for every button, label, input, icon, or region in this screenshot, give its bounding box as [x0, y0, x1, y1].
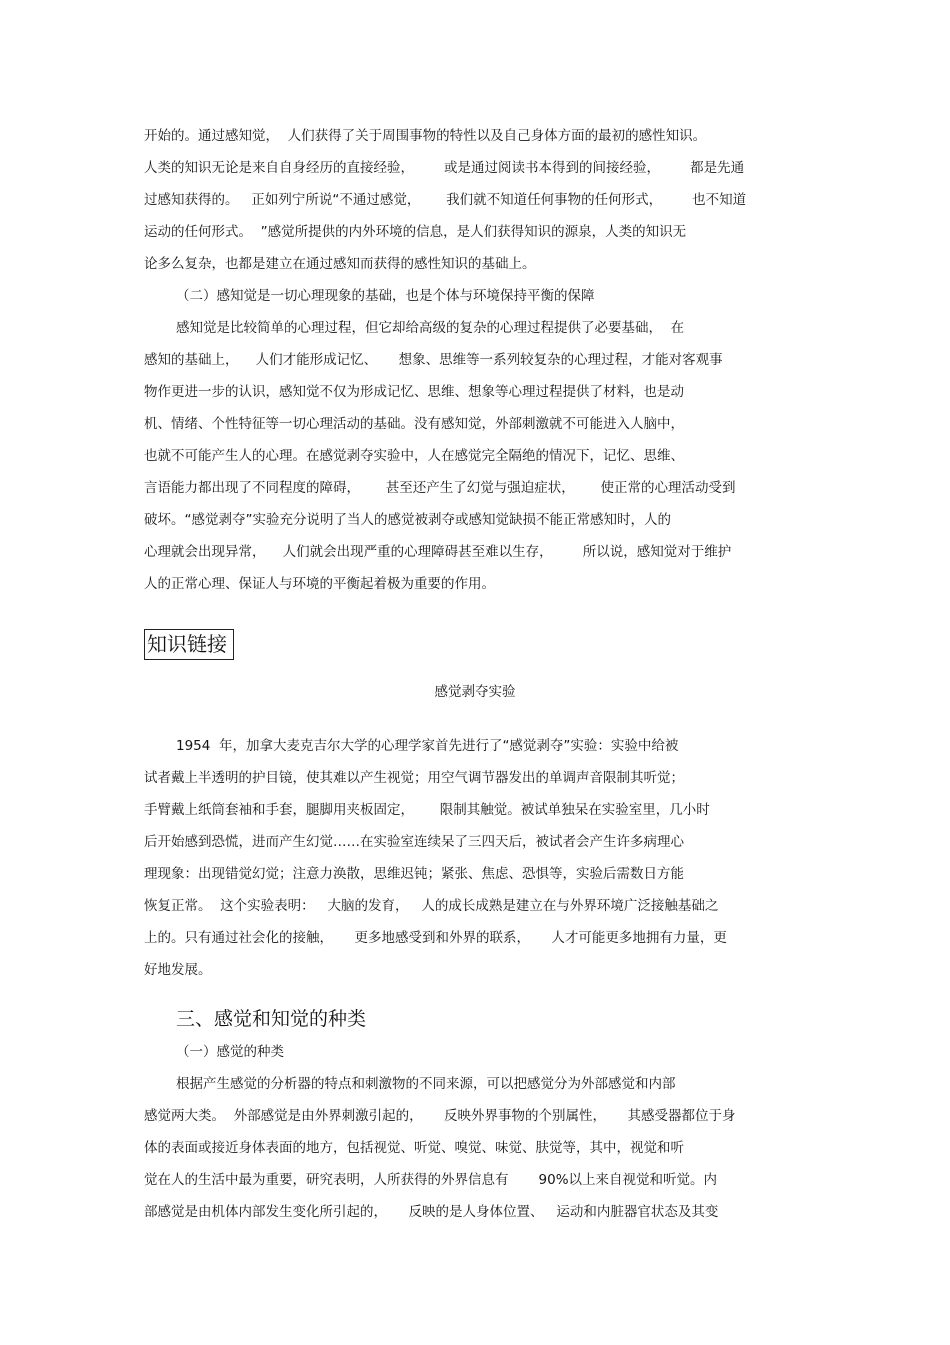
paragraph-line: 手臂戴上纸筒套袖和手套，腿脚用夹板固定， 限制其触觉。被试单独呆在实验室里，几小时	[144, 802, 710, 818]
paragraph-line: 1954 年，加拿大麦克吉尔大学的心理学家首先进行了“感觉剥夺”实验：实验中给被	[176, 738, 679, 754]
paragraph-line: 部感觉是由机体内部发生变化所引起的， 反映的是人身体位置、 运动和内脏器官状态及其变	[144, 1204, 719, 1220]
paragraph-line: 言语能力都出现了不同程度的障碍， 甚至还产生了幻觉与强迫症状， 使正常的心理活动受到	[144, 480, 736, 496]
paragraph-line: 感知的基础上， 人们才能形成记忆、 想象、思维等一系列较复杂的心理过程，才能对客观事	[144, 352, 723, 368]
paragraph-line: 理现象：出现错觉幻觉；注意力涣散，思维迟钝；紧张、焦虑、恐惧等，实验后需数日方能	[144, 866, 684, 882]
paragraph-line: 感知觉是比较简单的心理过程，但它却给高级的复杂的心理过程提供了必要基础， 在	[176, 320, 685, 336]
paragraph-line: 上的。只有通过社会化的接触， 更多地感受到和外界的联系， 人才可能更多地拥有力量，更	[144, 930, 727, 946]
paragraph-line: 过感知获得的。 正如列宁所说“不通过感觉， 我们就不知道任何事物的任何形式， 也不知道	[144, 192, 747, 208]
paragraph-line: 开始的。通过感知觉， 人们获得了关于周围事物的特性以及自己身体方面的最初的感性知识。	[144, 128, 707, 144]
paragraph-line: 人的正常心理、保证人与环境的平衡起着极为重要的作用。	[144, 576, 495, 592]
section-heading: （二）感知觉是一切心理现象的基础，也是个体与环境保持平衡的保障	[176, 288, 595, 304]
knowledge-link-box: 知识链接	[144, 629, 234, 660]
paragraph-line: 体的表面或接近身体表面的地方，包括视觉、听觉、嗅觉、味觉、肤觉等，其中，视觉和听	[144, 1140, 684, 1156]
paragraph-line: 运动的任何形式。 ”感觉所提供的内外环境的信息，是人们获得知识的源泉，人类的知识无	[144, 224, 687, 240]
paragraph-line: 根据产生感觉的分析器的特点和刺激物的不同来源，可以把感觉分为外部感觉和内部	[176, 1076, 676, 1092]
chapter-heading: 三、感觉和知觉的种类	[176, 1008, 367, 1030]
paragraph-line: 感觉两大类。 外部感觉是由外界刺激引起的， 反映外界事物的个别属性， 其感受器都位于身	[144, 1108, 736, 1124]
paragraph-line: 好地发展。	[144, 962, 212, 978]
paragraph-line: 论多么复杂，也都是建立在通过感知而获得的感性知识的基础上。	[144, 256, 536, 272]
paragraph-line: 觉在人的生活中最为重要，研究表明，人所获得的外界信息有 90%以上来自视觉和听觉。内	[144, 1172, 718, 1188]
paragraph-line: 物作更进一步的认识，感知觉不仅为形成记忆、思维、想象等心理过程提供了材料，也是动	[144, 384, 684, 400]
paragraph-line: 后开始感到恐慌，进而产生幻觉……在实验室连续呆了三四天后，被试者会产生许多病理心	[144, 834, 684, 850]
section-subheading: （一）感觉的种类	[176, 1044, 284, 1060]
paragraph-line: 也就不可能产生人的心理。在感觉剥夺实验中，人在感觉完全隔绝的情况下，记忆、思维、	[144, 448, 684, 464]
paragraph-line: 恢复正常。 这个实验表明： 大脑的发育， 人的成长成熟是建立在与外界环境广泛接触基础之	[144, 898, 719, 914]
paragraph-line: 机、情绪、个性特征等一切心理活动的基础。没有感知觉，外部刺激就不可能进入人脑中，	[144, 416, 684, 432]
paragraph-line: 心理就会出现异常， 人们就会出现严重的心理障碍甚至难以生存， 所以说，感知觉对于维护	[144, 544, 732, 560]
paragraph-line: 试者戴上半透明的护目镜，使其难以产生视觉；用空气调节器发出的单调声音限制其听觉；	[144, 770, 684, 786]
paragraph-line: 人类的知识无论是来自自身经历的直接经验， 或是通过阅读书本得到的间接经验， 都是先通	[144, 160, 745, 176]
paragraph-line: 破坏。“感觉剥夺”实验充分说明了当人的感觉被剥夺或感知觉缺损不能正常感知时，人的	[144, 512, 671, 528]
experiment-title: 感觉剥夺实验	[434, 684, 516, 700]
